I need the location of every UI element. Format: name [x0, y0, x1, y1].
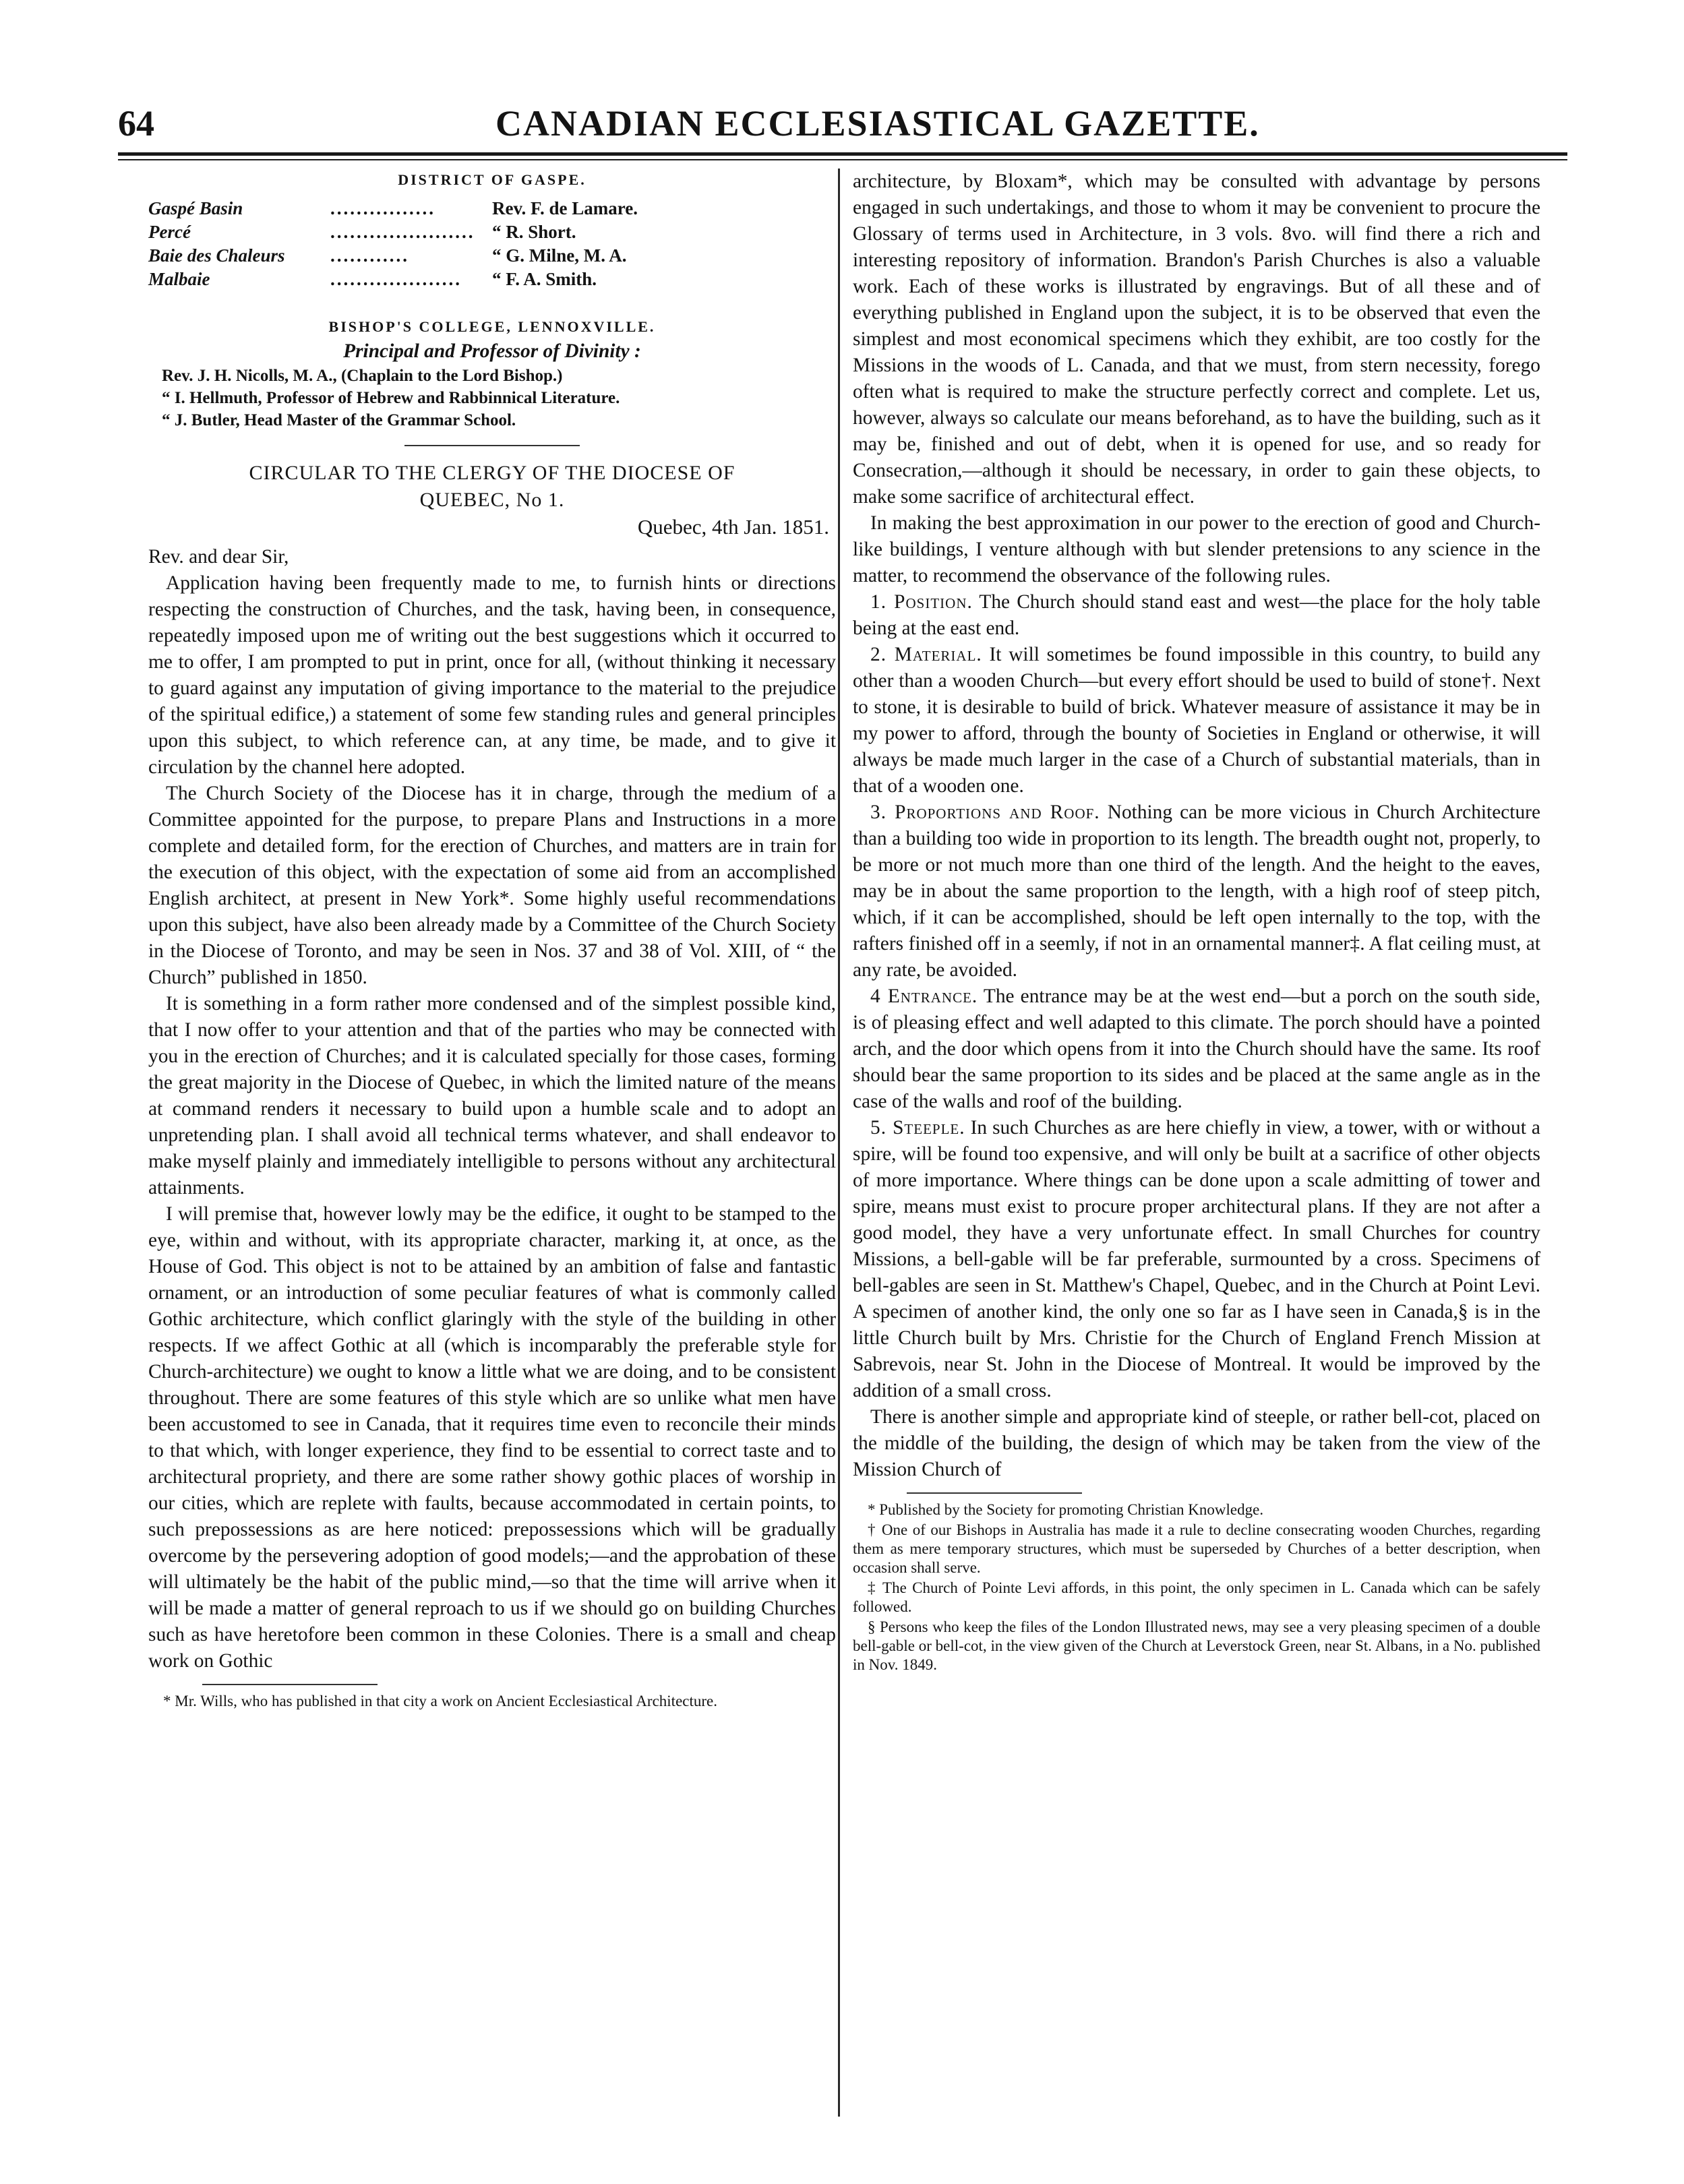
footnotes-right — [853, 1500, 1540, 1674]
district-leader: ............ — [330, 245, 409, 266]
rule-text: The entrance may be at the west end—but a porch on the south side, is of pleasing effect and well adapted to this climate. The porch should have a pointed arch, and the door which opens from it into the Church should have the same. Its roof should bear the same proportion to its sides and be placed at the same angle as in the case of the walls and roof of the building. — [853, 985, 1540, 1112]
footnote-rule — [202, 1684, 378, 1685]
district-place: Baie des Chaleurs — [148, 245, 285, 266]
footnote: † One of our Bishops in Australia has made it a rule to decline consecrating wooden Churches, regarding them as mere temporary structures, which must be superseded by Churches of a better description, when occasion shall serve. — [853, 1521, 1540, 1576]
rule-text: The Church should stand east and west—the place for the holy table being at the east end. — [853, 591, 1540, 639]
district-entry — [148, 244, 836, 268]
body-paragraph: architecture, by Bloxam*, which may be consulted with advantage by persons engaged in such undertakings, and those to whom it may be convenient to procure the Glossary of terms used in Architecture, in 3 vols. 8vo. will find there a rich and interesting repository of information. Brandon's Parish Churches is also a valuable work. Each of these works is illustrated by engravings. But of all these and of everything published in England upon the subject, it is to be observed that even the simplest and most economical specimens which they exhibit, are too costly for the Missions in the woods of L. Canada, and that we must, from stern necessity, forego often what is required to make the structure perfectly correct and complete. Let us, however, always so calculate our means beforehand, as to have the building, such as it may be, finished and out of debt, when it is opened for use, and so ready for Consecration,—although it should be necessary, in order to gain these objects, to make some sacrifice of architectural effect. — [853, 171, 1540, 508]
page-header — [118, 100, 1567, 147]
right-column — [853, 169, 1540, 1676]
body-paragraph: I will premise that, however lowly may be the edifice, it ought to be stamped to the eye, within and without, with its appropriate character, marking it, at once, as the House of God. This object is not to be attained by an ambition of false and fantastic ornament, or an introduction of some peculiar features of what is commonly called Gothic architecture, which conflict glaringly with the style of the building in other respects. If we affect Gothic at all (which is incomparably the preferable style for Church-architecture) we ought to know a little what we are doing, and to be consistent throughout. There are some features of this style which are so unlike what men have been accustomed to see in Canada, that it requires time even to reconcile their minds to that which, with longer experience, they find to be essential to correct taste and to architectural propriety, and there are some rather showy gothic places of worship in our cities, which are replete with faults, because accommodated in certain points, to such prepossessions as are here noticed: prepossessions which will be gradually overcome by the persevering adoption of good models;—and the approbation of these will ultimately be the habit of the public mind,—so that the time will arrive when it will be made a matter of general reproach to us if we should go on building Churches such as have heretofore been common in these Colonies. There is a small and cheap work on Gothic — [148, 1203, 836, 1672]
college-staff: Rev. J. H. Nicolls, M. A., (Chaplain to the Lord Bishop.) — [162, 367, 563, 385]
rule-label: 4 Entrance. — [870, 985, 978, 1007]
district-leader: .................... — [330, 269, 462, 289]
district-place: Gaspé Basin — [148, 198, 243, 218]
page-number: 64 — [118, 103, 154, 144]
circular-title-line2: QUEBEC, No 1. — [419, 489, 565, 511]
salutation: Rev. and dear Sir, — [148, 546, 289, 568]
district-entry — [148, 220, 836, 244]
district-leader: ...................... — [330, 222, 475, 242]
circular-date: Quebec, 4th Jan. 1851. — [637, 515, 829, 539]
rule-paragraph — [853, 983, 1540, 1115]
rule-label: 3. Proportions and Roof. — [870, 801, 1100, 823]
footnote-rule — [907, 1492, 1082, 1494]
rule-text: Nothing can be more vicious in Church Architecture than a building too wide in proportion to its length. The breadth ought not, properly, to be more or not much more than one third of the length. And the height to the eaves, may be in about the same proportion to the length, with a high roof of steep pitch, which, if it can be accomplished, should be left open internally to the top, with the rafters finished off in a seemly, if not in an ornamental manner‡. A flat ceiling must, at any rate, be avoided. — [853, 801, 1540, 981]
district-place: Percé — [148, 222, 191, 242]
section-rule — [404, 445, 580, 446]
body-paragraph: Application having been frequently made to me, to furnish hints or directions respecting the construction of Churches, and the task, having been, in consequence, repeatedly imposed upon me of writing out the best suggestions which it occurred to me to offer, I am prompted to put in print, once for all, (without thinking it necessary to guard against any imputation of giving importance to the material to the prejudice of the spiritual edifice,) a statement of some few standing rules and general principles upon this subject, to which reference can, at any time, be made, and to give it circulation by the channel here adopted. — [148, 572, 836, 778]
district-entry — [148, 268, 836, 291]
district-heading: DISTRICT OF GASPE. — [398, 171, 587, 188]
rule-label: 5. Steeple. — [870, 1117, 965, 1139]
left-column — [148, 169, 836, 1712]
footnote: * Published by the Society for promoting Christian Knowledge. — [868, 1501, 1264, 1518]
rule-paragraph — [853, 642, 1540, 799]
district-clergy: “ R. Short. — [492, 222, 576, 242]
rule-text: It will sometimes be found impossible in this country, to build any other than a wooden Church—but every effort should be used to build of stone†. Next to stone, it is desirable to build of brick. Whatever measure of assistance it may be in my power to afford, through the bounty of Societies in England or otherwise, it will always be made much larger in the case of a Church of substantial materials, than in that of a wooden one. — [853, 644, 1540, 797]
running-title: CANADIAN ECCLESIASTICAL GAZETTE. — [495, 103, 1260, 144]
rule-label: 1. Position. — [870, 591, 973, 613]
rule-label: 2. Material. — [870, 644, 982, 665]
college-heading: BISHOP'S COLLEGE, LENNOXVILLE. — [328, 318, 656, 335]
district-clergy: “ G. Milne, M. A. — [492, 245, 627, 266]
district-clergy: Rev. F. de Lamare. — [492, 198, 638, 218]
footnote: ‡ The Church of Pointe Levi affords, in this point, the only specimen in L. Canada which can be safely followed. — [853, 1579, 1540, 1615]
column-divider — [838, 169, 840, 2117]
footnote: § Persons who keep the files of the London Illustrated news, may see a very pleasing specimen of a double bell-gable or bell-cot, in the view given of the Church at Leverstock Green, near St. Albans, in a No. published in Nov. 1849. — [853, 1618, 1540, 1673]
body-paragraph: The Church Society of the Diocese has it in charge, through the medium of a Committee appointed for the purpose, to prepare Plans and Instructions in a more complete and detailed form, for the erection of Churches, and matters are in train for the execution of this object, with the expectation of some aid from an accomplished English architect, at present in New York*. Some highly useful recommendations upon this subject, have also been already made by a Committee of the Church Society in the Diocese of Toronto, and may be seen in Nos. 37 and 38 of Vol. XIII, of “ the Church” published in 1850. — [148, 783, 836, 988]
body-paragraph: In making the best approximation in our power to the erection of good and Church-like buildings, I venture although with but slender pretensions to any science in the matter, to recommend the observance of the following rules. — [853, 512, 1540, 586]
district-leader: ................ — [330, 198, 435, 218]
college-subheading: Principal and Professor of Divinity : — [343, 340, 641, 362]
college-staff: “ J. Butler, Head Master of the Grammar School. — [162, 411, 516, 429]
college-staff-list — [148, 365, 836, 431]
rule-paragraph — [853, 1115, 1540, 1404]
rule-text: In such Churches as are here chiefly in view, a tower, with or without a spire, will be found too expensive, and will only be built at a sacrifice of other objects of more importance. Where things can be done upon a scale admitting of tower and spire, means must exist to procure proper architectural plans. If they are not after a good model, they have a very unfortunate effect. In small Churches for country Missions, a bell-gable will be far preferable, surmounted by a cross. Specimens of bell-gables are seen in St. Matthew's Chapel, Quebec, and in the Church at Point Levi. A specimen of another kind, the only one so far as I have seen in Canada,§ is in the little Church built by Mrs. Christie for the Church of England French Mission at Sabrevois, near St. John in the Diocese of Montreal. It would be improved by the addition of a small cross. — [853, 1117, 1540, 1401]
header-rule-thin — [118, 159, 1567, 160]
footnote: * Mr. Wills, who has published in that city a work on Ancient Ecclesiastical Architecture. — [163, 1693, 717, 1709]
rule-paragraph — [853, 799, 1540, 983]
district-place: Malbaie — [148, 269, 210, 289]
footnotes-left — [148, 1692, 836, 1711]
circular-title: CIRCULAR TO THE CLERGY OF THE DIOCESE OF — [249, 462, 735, 484]
header-rule — [118, 152, 1567, 156]
district-entry — [148, 197, 836, 220]
rule-paragraph — [853, 589, 1540, 642]
district-list — [148, 197, 836, 291]
district-clergy: “ F. A. Smith. — [492, 269, 597, 289]
college-staff: “ I. Hellmuth, Professor of Hebrew and Rabbinnical Literature. — [162, 389, 620, 407]
body-paragraph: It is something in a form rather more condensed and of the simplest possible kind, that I now offer to your attention and that of the parties who may be connected with you in the erection of Churches; and it is calculated specially for those cases, forming the great majority in the Diocese of Quebec, in which the limited nature of the means at command renders it necessary to build upon a humble scale and to adopt an unpretending plan. I shall avoid all technical terms whatever, and shall endeavor to make myself plainly and immediately intelligible to persons without any architectural attainments. — [148, 993, 836, 1199]
body-paragraph: There is another simple and appropriate kind of steeple, or rather bell-cot, placed on the middle of the building, the design of which may be taken from the view of the Mission Church of — [853, 1406, 1540, 1480]
